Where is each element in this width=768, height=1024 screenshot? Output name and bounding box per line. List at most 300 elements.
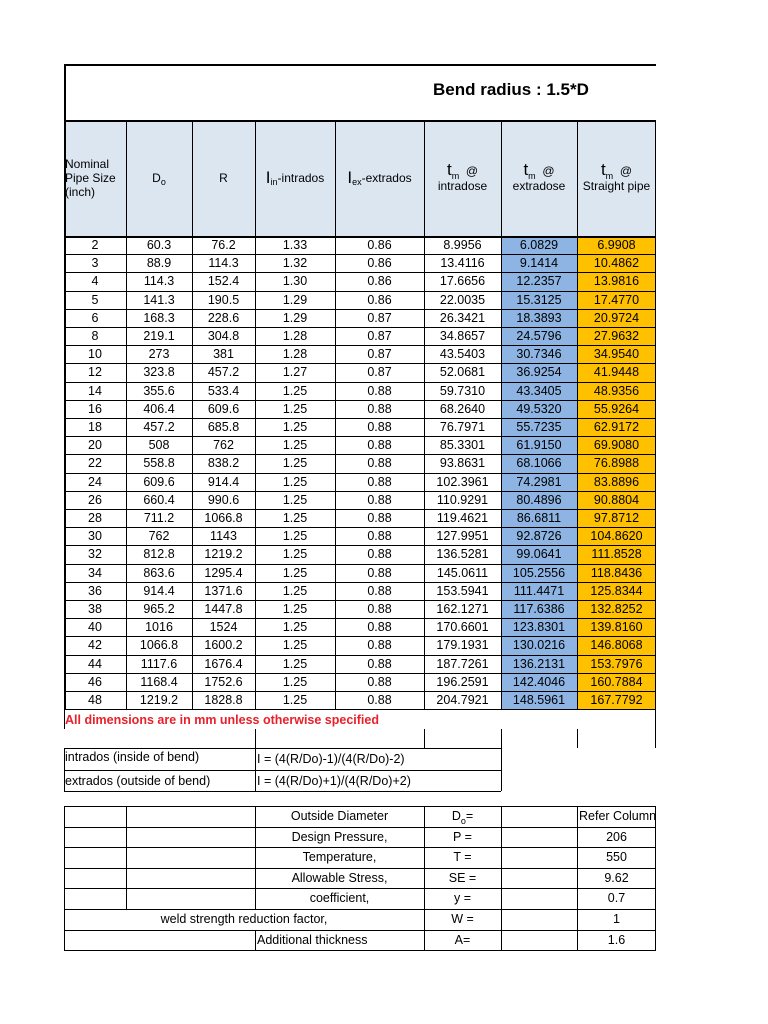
cell-iin: 1.25 — [282, 693, 308, 707]
header-tm-at: @ — [465, 164, 479, 178]
cell-tm-extra: 30.7346 — [516, 347, 562, 362]
cell-tm-intra: 136.5281 — [436, 547, 489, 562]
cell-tm-extra: 111.4471 — [513, 583, 565, 598]
cell-do: 406.4 — [143, 401, 175, 416]
param-label: Design Pressure, — [291, 829, 388, 844]
cell-nps: 3 — [91, 256, 99, 271]
cell-tm-intra: 204.7921 — [436, 693, 489, 707]
cell-tm-straight: 90.8804 — [593, 492, 640, 507]
param-value: 9.62 — [604, 870, 629, 885]
cell-r: 381 — [213, 347, 234, 362]
cell-iex: 0.88 — [367, 565, 392, 580]
cell-tm-straight: 167.7792 — [590, 693, 643, 707]
header-nps-line-3: (inch) — [65, 185, 96, 199]
header-intrados — [255, 120, 335, 236]
cell-nps: 30 — [88, 529, 102, 544]
header-r: R — [219, 171, 228, 185]
grid-hline — [64, 400, 656, 401]
header-tm-main: t — [600, 160, 606, 179]
cell-r: 152.4 — [207, 274, 240, 289]
cell-nps: 48 — [88, 693, 102, 707]
cell-iin: 1.29 — [282, 310, 308, 325]
cell-do: 1016 — [145, 620, 173, 635]
cell-tm-intra: 179.1931 — [436, 638, 489, 653]
header-tm-main: t — [446, 160, 452, 179]
cell-do: 609.6 — [143, 474, 175, 489]
cell-iex: 0.88 — [367, 693, 392, 707]
header-tm-straight-label: Straight pipe — [582, 179, 651, 193]
cell-iex: 0.88 — [367, 474, 392, 489]
grid-hline — [64, 473, 656, 474]
grid-vline — [255, 930, 256, 951]
cell-nps: 16 — [88, 401, 102, 416]
cell-iin: 1.30 — [282, 274, 308, 289]
cell-nps: 5 — [91, 292, 99, 307]
grid-vline — [255, 748, 256, 791]
cell-iex: 0.88 — [367, 529, 392, 544]
cell-iin: 1.25 — [282, 547, 308, 562]
grid-hline — [64, 64, 656, 66]
cell-iin: 1.25 — [282, 638, 308, 653]
grid-hline — [64, 618, 656, 619]
cell-tm-extra: 36.9254 — [516, 365, 562, 380]
cell-do: 88.9 — [146, 256, 172, 271]
grid-hline — [64, 418, 656, 419]
cell-tm-intra: 26.3421 — [439, 310, 486, 325]
grid-hline — [64, 636, 656, 637]
grid-hline — [64, 236, 656, 238]
cell-tm-intra: 127.9951 — [436, 529, 489, 544]
cell-iin: 1.28 — [282, 329, 308, 343]
grid-hline — [64, 950, 656, 951]
header-iex-main: I — [347, 168, 353, 187]
cell-do: 219.1 — [143, 329, 175, 343]
cell-tm-intra: 102.3961 — [436, 474, 489, 489]
grid-hline — [64, 806, 656, 807]
cell-nps: 8 — [91, 329, 99, 343]
param-symbol-rest: = — [465, 809, 474, 823]
cell-r: 1295.4 — [204, 565, 243, 580]
grid-hline — [64, 827, 656, 828]
cell-r: 533.4 — [207, 383, 240, 398]
param-symbol — [424, 850, 501, 864]
grid-hline — [64, 791, 501, 792]
grid-hline — [64, 545, 656, 546]
cell-tm-extra: 24.5796 — [516, 329, 562, 343]
param-value: Refer Column — [579, 809, 657, 823]
param-label: weld strength reduction factor, — [160, 912, 328, 926]
cell-do: 273 — [148, 347, 170, 362]
cell-r: 685.8 — [207, 420, 240, 434]
cell-tm-extra: 105.2556 — [512, 565, 566, 580]
cell-tm-intra: 76.7971 — [439, 420, 486, 434]
param-symbol — [424, 871, 501, 885]
grid-hline — [64, 272, 656, 273]
cell-tm-straight: 83.8896 — [593, 474, 640, 489]
grid-hline — [64, 363, 656, 364]
grid-vline — [424, 729, 425, 748]
header-tm-intradose-label: intradose — [437, 179, 488, 193]
cell-r: 1143 — [210, 529, 237, 544]
cell-tm-straight: 104.8620 — [590, 529, 643, 544]
grid-vline — [255, 806, 256, 909]
cell-tm-intra: 153.5941 — [436, 583, 489, 598]
cell-iin: 1.25 — [282, 511, 308, 525]
cell-tm-extra: 123.8301 — [512, 620, 566, 635]
cell-tm-intra: 170.6601 — [436, 620, 489, 635]
header-tm-extradose-label: extradose — [512, 179, 566, 193]
cell-nps: 6 — [91, 310, 99, 325]
cell-tm-straight: 125.8344 — [590, 583, 643, 598]
grid-vline — [577, 120, 578, 709]
param-symbol-main: D — [451, 809, 461, 823]
cell-tm-straight: 69.9080 — [593, 438, 640, 453]
cell-r: 228.6 — [207, 310, 240, 325]
cell-r: 1676.4 — [204, 656, 243, 671]
cell-nps: 4 — [91, 274, 99, 289]
intrados-formula: I = (4(R/Do)-1)/(4(R/Do)-2) — [257, 752, 405, 766]
cell-tm-straight: 34.9540 — [593, 347, 640, 362]
grid-hline — [64, 709, 656, 710]
cell-tm-extra: 55.7235 — [516, 420, 562, 434]
param-value: 1.6 — [607, 932, 626, 947]
cell-r: 190.5 — [207, 292, 240, 307]
cell-tm-straight: 62.9172 — [593, 420, 640, 434]
cell-iex: 0.88 — [367, 656, 392, 671]
cell-tm-intra: 17.6656 — [439, 274, 486, 289]
cell-nps: 28 — [88, 511, 102, 525]
cell-r: 762 — [213, 438, 234, 453]
cell-tm-intra: 196.2591 — [436, 674, 489, 689]
header-extrados — [335, 120, 424, 236]
grid-vline — [64, 64, 66, 120]
cell-iin: 1.28 — [282, 347, 308, 362]
cell-tm-intra: 119.4621 — [436, 511, 489, 525]
grid-hline — [64, 527, 656, 528]
cell-do: 914.4 — [143, 583, 175, 598]
grid-vline — [655, 120, 656, 709]
cell-r: 114.3 — [208, 256, 239, 271]
grid-hline — [64, 509, 656, 510]
grid-hline — [64, 600, 656, 601]
cell-iin: 1.25 — [282, 620, 308, 635]
param-label: Additional thickness — [257, 932, 368, 947]
param-value: 1 — [613, 912, 620, 926]
cell-iex: 0.88 — [367, 674, 392, 689]
cell-nps: 34 — [88, 565, 102, 580]
cell-r: 838.2 — [207, 456, 240, 471]
cell-tm-straight: 153.7976 — [590, 656, 643, 671]
grid-vline — [655, 806, 656, 950]
cell-tm-straight: 55.9264 — [593, 401, 640, 416]
intrados-label: intrados (inside of bend) — [65, 750, 200, 764]
header-tm-intradose — [424, 120, 501, 236]
grid-vline — [126, 806, 127, 909]
cell-tm-extra: 18.3893 — [516, 310, 562, 325]
grid-vline — [501, 120, 502, 709]
grid-vline — [64, 806, 65, 950]
cell-iex: 0.88 — [367, 383, 392, 398]
cell-tm-extra: 49.5320 — [516, 401, 562, 416]
param-label: coefficient, — [309, 891, 370, 906]
cell-nps: 38 — [88, 602, 102, 616]
header-iin-rest: -intrados — [277, 171, 325, 185]
cell-nps: 10 — [88, 347, 102, 362]
cell-nps: 24 — [88, 474, 102, 489]
cell-tm-intra: 43.5403 — [439, 347, 486, 362]
cell-nps: 20 — [88, 438, 102, 453]
cell-tm-straight: 17.4770 — [593, 292, 640, 307]
grid-vline — [335, 120, 336, 709]
cell-tm-intra: 59.7310 — [439, 383, 486, 398]
cell-iin: 1.25 — [282, 583, 308, 598]
cell-tm-straight: 27.9632 — [593, 329, 640, 343]
cell-r: 1828.8 — [204, 693, 243, 707]
cell-tm-extra: 74.2981 — [516, 474, 562, 489]
cell-iex: 0.88 — [367, 511, 392, 525]
cell-r: 1524 — [209, 620, 238, 635]
grid-vline — [255, 729, 256, 748]
param-symbol-main: P = — [453, 829, 472, 844]
cell-r: 914.4 — [207, 474, 240, 489]
cell-tm-extra: 148.5961 — [512, 693, 566, 707]
cell-nps: 32 — [88, 547, 102, 562]
cell-do: 114.3 — [143, 274, 175, 289]
param-value: 550 — [606, 850, 627, 865]
cell-tm-extra: 86.6811 — [516, 511, 562, 525]
header-tm-at: @ — [619, 164, 633, 178]
cell-tm-extra: 99.0641 — [516, 547, 562, 562]
cell-tm-extra: 6.0829 — [519, 238, 559, 252]
cell-do: 1219.2 — [139, 693, 179, 707]
header-tm-main: t — [523, 160, 529, 179]
grid-hline — [64, 868, 656, 869]
cell-do: 60.3 — [146, 238, 172, 252]
grid-hline — [64, 454, 656, 455]
cell-iin: 1.25 — [282, 529, 308, 544]
cell-tm-intra: 145.0611 — [436, 565, 489, 580]
grid-hline — [64, 382, 656, 383]
grid-hline — [64, 655, 656, 656]
param-symbol-main: y = — [453, 891, 472, 906]
header-nps-line-1: Nominal — [65, 157, 110, 171]
cell-iex: 0.88 — [367, 583, 392, 598]
cell-do: 863.6 — [143, 565, 175, 580]
cell-tm-intra: 22.0035 — [439, 292, 486, 307]
cell-do: 711.2 — [143, 511, 175, 525]
param-label: Outside Diameter — [290, 809, 389, 823]
cell-do: 965.2 — [143, 602, 175, 616]
cell-nps: 26 — [88, 492, 102, 507]
cell-do: 1168.4 — [140, 674, 178, 689]
cell-r: 1600.2 — [204, 638, 243, 653]
cell-tm-extra: 117.6386 — [513, 602, 565, 616]
cell-r: 1447.8 — [204, 602, 243, 616]
param-symbol — [424, 933, 501, 947]
cell-iex: 0.86 — [367, 238, 392, 252]
cell-tm-extra: 80.4896 — [516, 492, 562, 507]
cell-tm-extra: 61.9150 — [516, 438, 562, 453]
header-iex-rest: -extrados — [361, 171, 412, 185]
cell-tm-intra: 162.1271 — [436, 602, 489, 616]
grid-vline — [655, 709, 656, 748]
cell-tm-intra: 187.7261 — [436, 656, 489, 671]
spreadsheet — [64, 64, 656, 954]
param-symbol — [424, 809, 501, 826]
cell-iex: 0.88 — [367, 547, 392, 562]
cell-iex: 0.88 — [367, 438, 392, 453]
cell-iex: 0.88 — [367, 492, 392, 507]
cell-do: 1117.6 — [140, 656, 178, 671]
cell-iin: 1.25 — [282, 674, 308, 689]
cell-do: 812.8 — [143, 547, 175, 562]
grid-hline — [64, 291, 656, 292]
cell-iex: 0.87 — [367, 347, 392, 362]
cell-do: 1066.8 — [139, 638, 179, 653]
header-iin-main: I — [265, 168, 271, 187]
cell-do: 323.8 — [143, 365, 175, 380]
cell-r: 1219.2 — [204, 547, 243, 562]
cell-iin: 1.27 — [282, 365, 308, 380]
header-iin-sub: in — [270, 177, 278, 187]
param-symbol-main: SE = — [448, 870, 477, 885]
cell-tm-straight: 146.8068 — [590, 638, 643, 653]
cell-tm-straight: 13.9816 — [593, 274, 640, 289]
cell-r: 76.2 — [211, 238, 236, 252]
grid-vline — [255, 120, 256, 709]
grid-hline — [64, 748, 501, 749]
cell-nps: 18 — [88, 420, 102, 434]
cell-tm-straight: 10.4862 — [593, 256, 640, 271]
grid-hline — [64, 691, 656, 692]
cell-r: 1066.8 — [204, 511, 243, 525]
grid-vline — [424, 806, 425, 950]
param-symbol-main: A= — [454, 932, 471, 947]
cell-tm-straight: 48.9356 — [593, 383, 640, 398]
extrados-label: extrados (outside of bend) — [65, 774, 211, 788]
cell-do: 508 — [148, 438, 170, 453]
cell-iin: 1.25 — [282, 565, 308, 580]
param-symbol-main: W = — [451, 912, 474, 926]
header-tm-sub: m — [451, 171, 460, 181]
cell-r: 304.8 — [207, 329, 240, 343]
cell-nps: 40 — [88, 620, 102, 635]
cell-iex: 0.86 — [367, 274, 392, 289]
cell-nps: 44 — [88, 656, 102, 671]
grid-vline — [501, 806, 502, 950]
header-tm-extradose — [501, 120, 577, 236]
cell-iin: 1.25 — [282, 383, 308, 398]
header-do-sub: o — [160, 177, 166, 187]
dimensions-note: All dimensions are in mm unless otherwise specified — [65, 713, 379, 727]
cell-tm-straight: 160.7884 — [590, 674, 643, 689]
header-tm-sub: m — [605, 171, 614, 181]
cell-tm-extra: 92.8726 — [516, 529, 562, 544]
param-label: Temperature, — [302, 850, 377, 865]
cell-tm-straight: 6.9908 — [597, 238, 636, 252]
cell-tm-intra: 8.9956 — [443, 238, 482, 252]
header-nominal-pipe-size — [64, 120, 127, 236]
header-do-main: D — [152, 171, 161, 185]
cell-iin: 1.25 — [282, 420, 308, 434]
cell-tm-intra: 110.9291 — [436, 492, 489, 507]
grid-vline — [64, 748, 65, 791]
param-label: Allowable Stress, — [291, 870, 388, 885]
header-nps-line-2: Pipe Size — [65, 171, 116, 185]
cell-tm-extra: 68.1066 — [516, 456, 562, 471]
cell-nps: 46 — [88, 674, 102, 689]
grid-vline — [501, 748, 502, 791]
cell-tm-extra: 130.0216 — [512, 638, 566, 653]
cell-tm-extra: 43.3405 — [516, 383, 562, 398]
grid-hline — [64, 309, 656, 310]
grid-vline — [577, 729, 578, 748]
cell-do: 355.6 — [143, 383, 175, 398]
param-value: 206 — [606, 829, 627, 844]
cell-r: 990.6 — [207, 492, 240, 507]
grid-vline — [501, 729, 502, 748]
cell-tm-straight: 111.8528 — [591, 547, 642, 562]
param-symbol-main: T = — [453, 850, 472, 865]
cell-tm-extra: 15.3125 — [516, 292, 562, 307]
cell-do: 558.8 — [143, 456, 175, 471]
grid-hline — [64, 345, 656, 346]
cell-tm-extra: 12.2357 — [516, 274, 562, 289]
cell-r: 609.6 — [207, 401, 240, 416]
param-symbol — [424, 891, 501, 905]
cell-iex: 0.88 — [367, 620, 392, 635]
grid-hline — [64, 888, 656, 889]
cell-tm-straight: 41.9448 — [593, 365, 640, 380]
cell-tm-intra: 93.8631 — [439, 456, 486, 471]
cell-do: 141.3 — [143, 292, 175, 307]
cell-iex: 0.88 — [367, 456, 392, 471]
grid-hline — [64, 582, 656, 583]
cell-nps: 14 — [88, 383, 102, 398]
cell-nps: 22 — [88, 456, 102, 471]
param-symbol-sub: o — [460, 816, 466, 826]
cell-do: 168.3 — [143, 310, 175, 325]
page-title: Bend radius : 1.5*D — [433, 80, 589, 99]
grid-vline — [424, 120, 425, 709]
cell-iin: 1.33 — [282, 238, 308, 252]
cell-iex: 0.87 — [367, 310, 392, 325]
cell-iin: 1.32 — [282, 256, 308, 271]
grid-hline — [64, 930, 656, 931]
cell-tm-straight: 20.9724 — [593, 310, 640, 325]
grid-hline — [64, 254, 656, 255]
grid-hline — [64, 491, 656, 492]
cell-iin: 1.29 — [282, 292, 308, 307]
cell-iex: 0.88 — [367, 602, 392, 616]
param-value: 0.7 — [607, 891, 626, 906]
cell-tm-straight: 97.8712 — [593, 511, 640, 525]
cell-iex: 0.88 — [367, 401, 392, 416]
cell-tm-extra: 142.4046 — [512, 674, 566, 689]
cell-do: 762 — [148, 529, 170, 544]
grid-hline — [64, 770, 501, 771]
grid-vline — [64, 120, 66, 709]
grid-hline — [64, 564, 656, 565]
cell-iin: 1.25 — [282, 401, 308, 416]
cell-tm-intra: 68.2640 — [439, 401, 486, 416]
grid-hline — [64, 673, 656, 674]
extrados-formula: I = (4(R/Do)+1)/(4(R/Do)+2) — [257, 774, 411, 788]
cell-tm-intra: 13.4116 — [440, 256, 485, 271]
cell-tm-extra: 9.1414 — [519, 256, 559, 271]
grid-hline — [64, 120, 656, 122]
grid-vline — [192, 120, 193, 709]
